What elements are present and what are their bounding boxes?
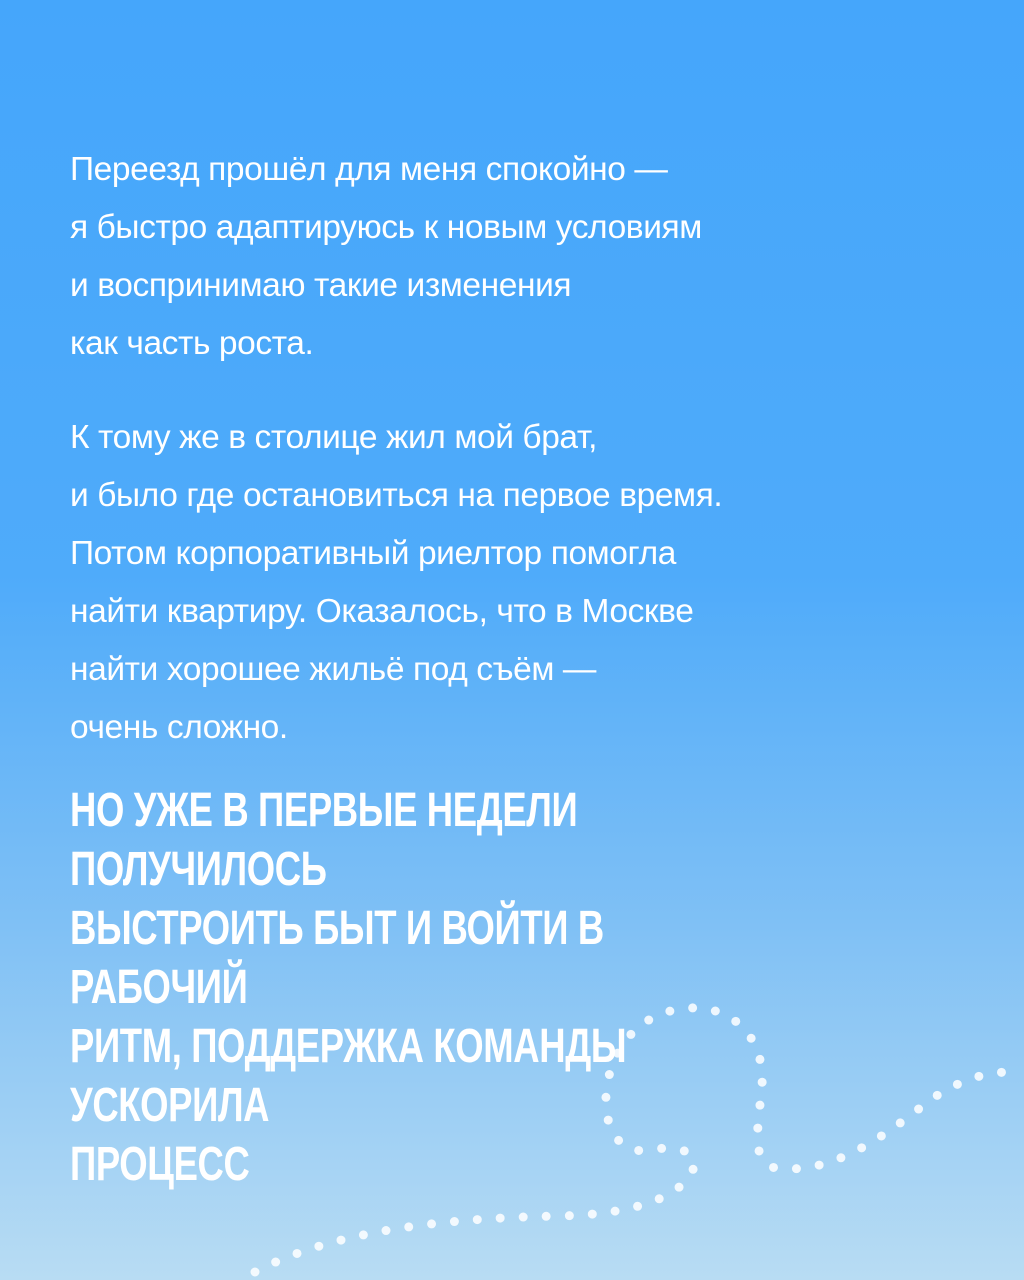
paragraph-relocation: Переезд прошёл для меня спокойно — я быстро адаптируюсь к новым условиям и воспринимаю такие изменения как часть роста. bbox=[70, 151, 702, 362]
headline-quote: НО УЖЕ В ПЕРВЫЕ НЕДЕЛИ ПОЛУЧИЛОСЬ ВЫСТРОИТЬ БЫТ И ВОЙТИ В РАБОЧИЙ РИТМ, ПОДДЕРЖКА КОМАНДЫ УСКОРИЛА ПРОЦЕСС bbox=[70, 784, 627, 1191]
paragraph-housing: К тому же в столице жил мой брат, и было где остановиться на первое время. Потом корпоративный риелтор помогла найти квартиру. Оказалось, что в Москве найти хорошее жильё под съём — очень сложно. bbox=[70, 419, 723, 746]
